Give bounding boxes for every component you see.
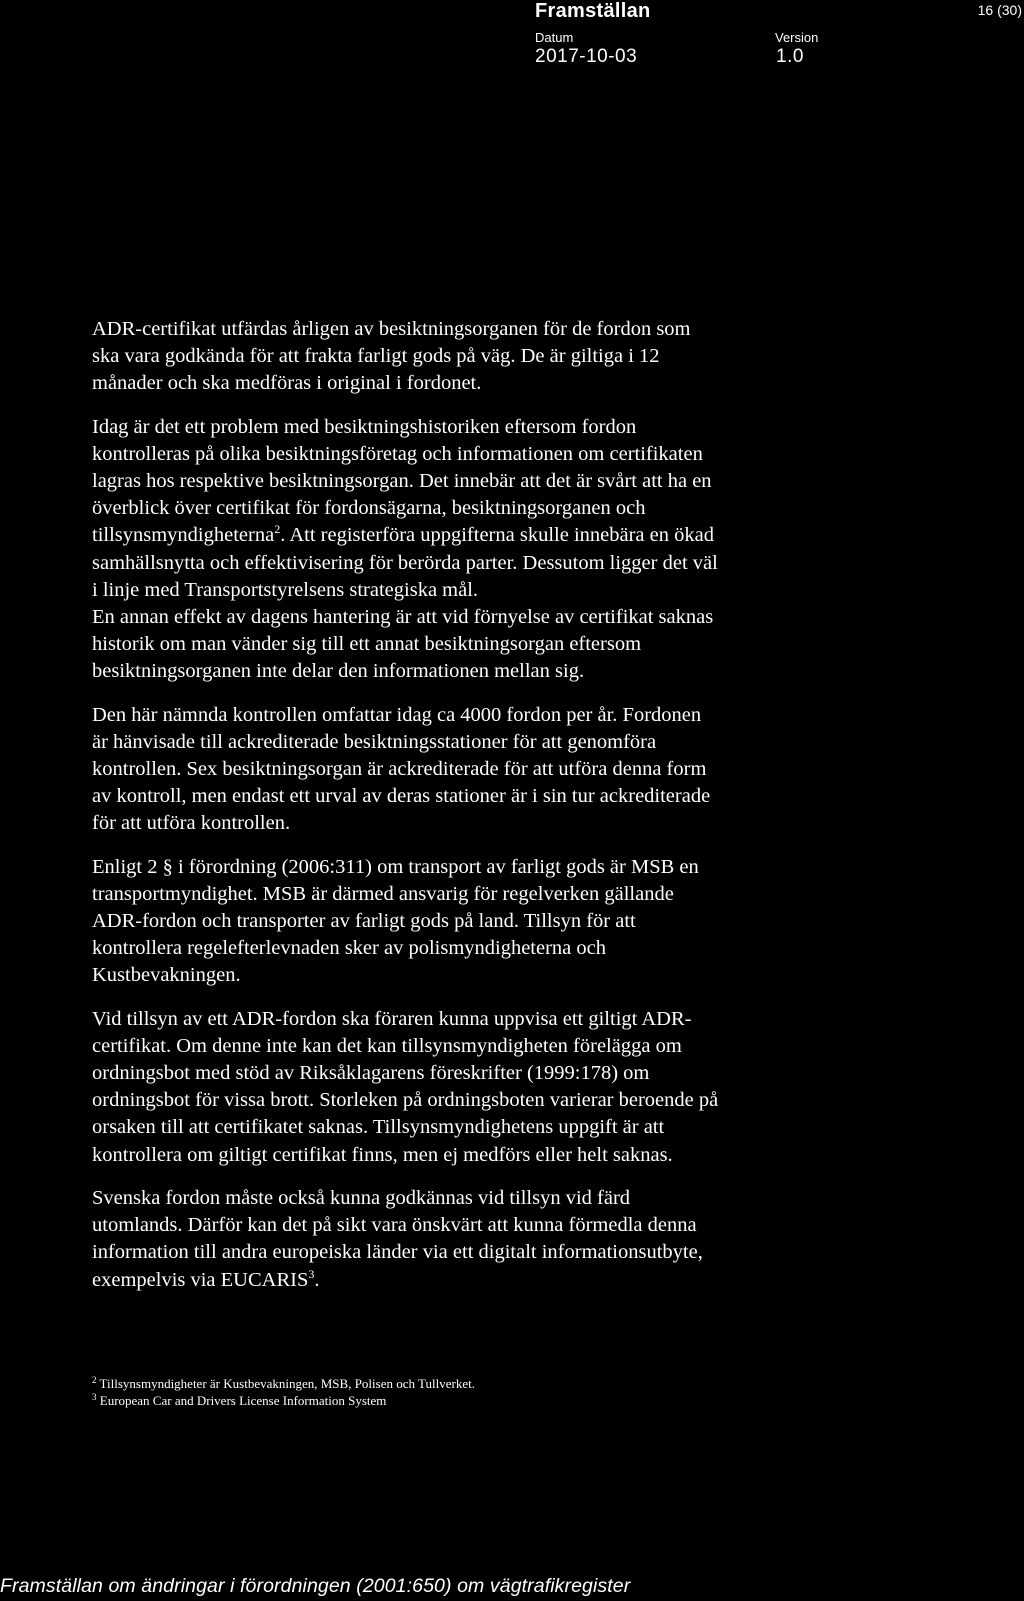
paragraph: Vid tillsyn av ett ADR-fordon ska föraren kunna uppvisa ett giltigt ADR- certifikat. Om denne inte kan det kan tillsynsmyndigheten förelägga om ordningsbot med stöd av Riksåklagarens föreskrifter (1999:178) om ordningsbot för vissa brott. Storleken på ordningsboten varierar beroende på orsaken till att certifikatet saknas. Tillsynsmyndighetens uppgift är att kontrollera om giltigt certifikat finns, men ej medförs eller helt saknas. (92, 1007, 719, 1166)
paragraph (92, 414, 872, 604)
paragraph: Enligt 2 § i förordning (2006:311) om transport av farligt gods är MSB en transportmyndighet. MSB är därmed ansvarig för regelverken gällande ADR-fordon och transporter av farligt gods på land. Tillsyn för att kontrollera regelefterlevnaden sker av polismyndigheterna och Kustbevakningen. (92, 855, 699, 987)
footnote (92, 1375, 475, 1392)
date-label: Datum (535, 30, 574, 45)
paragraph-text: Svenska fordon måste också kunna godkännas vid tillsyn vid färd utomlands. Därför kan det på sikt vara önskvärt att kunna förmedla denna information till andra europeiska länder via ett digitalt informationsutbyte, exempelvis via EUCARIS (92, 1186, 703, 1291)
version-value: 1.0 (776, 46, 804, 67)
paragraph-text: . (314, 1268, 320, 1291)
paragraph-text: Idag är det ett problem med besiktningshistoriken eftersom fordon kontrolleras på olika besiktningsföretag och informationen om certifikaten lagras hos respektive besiktningsorgan. Det innebär att det är svårt att ha en överblick över certifikat för fordonsägarna, besiktningsorganen och tillsynsmyndigheterna (92, 415, 712, 547)
footnote-ref: 3 (308, 1266, 315, 1281)
document-body (92, 316, 872, 1294)
footnotes (92, 1375, 475, 1409)
footnote-number: 3 (92, 1392, 97, 1402)
footnote (92, 1392, 475, 1409)
paragraph: En annan effekt av dagens hantering är att vid förnyelse av certifikat saknas historik om man vänder sig till ett annat besiktningsorgan eftersom besiktningsorganen inte delar den informationen mellan sig. (92, 606, 714, 683)
paragraph: Den här nämnda kontrollen omfattar idag ca 4000 fordon per år. Fordonen är hänvisade till ackrediterade besiktningsstationer för att genomföra kontrollen. Sex besiktningsorgan är ackrediterade för att utföra denna form av kontroll, men endast ett urval av deras stationer är i sin tur ackrediterade för att utföra kontrollen. (92, 703, 711, 835)
version-label: Version (775, 30, 819, 45)
page-number: 16 (30) (977, 2, 1022, 18)
document-type-title: Framställan (535, 0, 651, 22)
paragraph: ADR-certifikat utfärdas årligen av besiktningsorganen för de fordon som ska vara godkända för att frakta farligt gods på väg. De är giltiga i 12 månader och ska medföras i original i fordonet. (92, 318, 691, 395)
page-footer: Framställan om ändringar i förordningen (2001:650) om vägtrafikregister (0, 1575, 631, 1597)
footnote-ref: 2 (274, 522, 281, 537)
footnote-text: Tillsynsmyndigheter är Kustbevakningen, MSB, Polisen och Tullverket. (99, 1376, 475, 1391)
paragraph-text: . Att registerföra uppgifterna skulle innebära en ökad samhällsnytta och effektivisering för berörda parter. Dessutom ligger det väl i linje med Transportstyrelsens strategiska mål. (92, 524, 718, 601)
footnote-number: 2 (92, 1375, 97, 1385)
date-value: 2017-10-03 (535, 46, 638, 67)
paragraph (92, 1185, 872, 1294)
footnote-text: European Car and Drivers License Information System (99, 1393, 387, 1408)
